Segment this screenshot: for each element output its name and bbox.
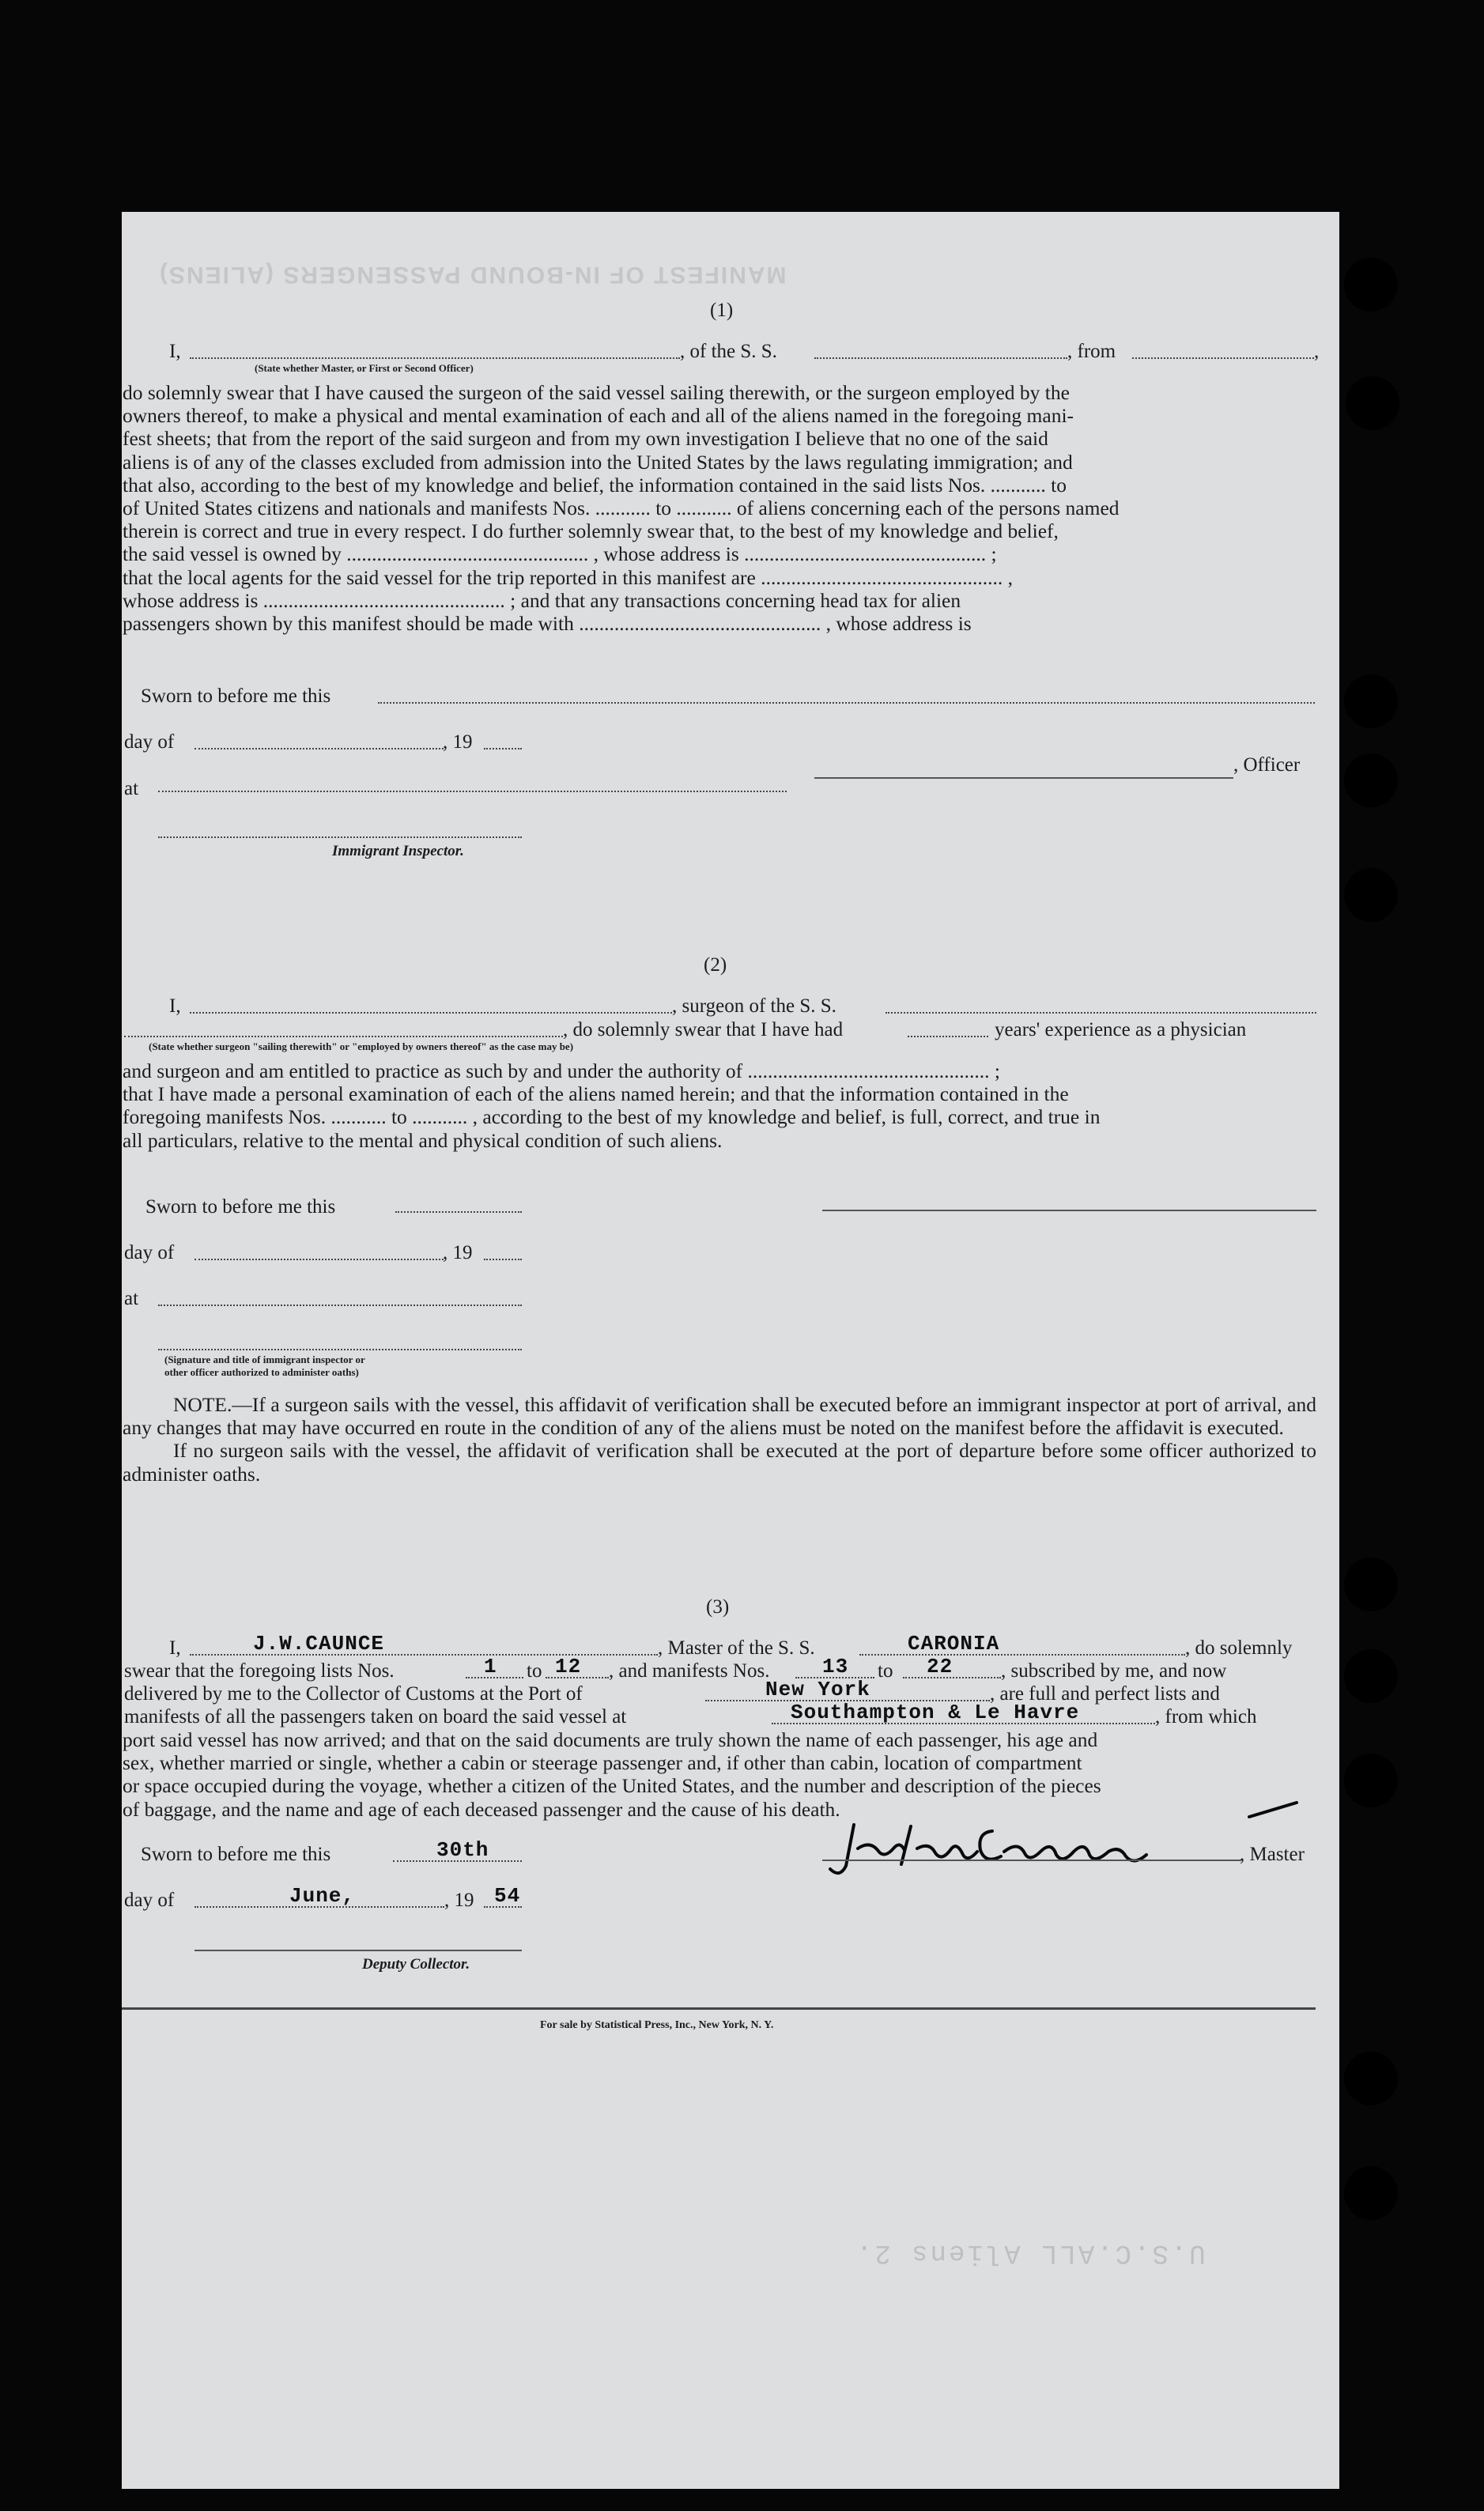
- sec1-at: at: [124, 778, 139, 799]
- sec1-from-field: [1132, 357, 1314, 359]
- punch-hole: [1344, 1754, 1398, 1807]
- sec3-line: sex, whether married or single, whether a cabin or steerage passenger and, if other than cabin, location of compartment: [123, 1751, 1082, 1775]
- sec3-man-from: 13: [822, 1655, 849, 1678]
- sec2-sig-caption-1: (Signature and title of immigrant inspector or: [164, 1354, 365, 1365]
- sec3-line: port said vessel has now arrived; and that on the said documents are truly shown the name of each passenger, his age and: [123, 1728, 1098, 1751]
- sec1-from: , from: [1067, 341, 1116, 362]
- sec3-sworn-label: Sworn to before me this: [141, 1844, 331, 1865]
- sec3-signature-line: [822, 1860, 1241, 1861]
- footer-rule: [122, 2007, 1316, 2010]
- note-text: [123, 1393, 1316, 1486]
- sec1-officer-field: [190, 357, 680, 359]
- sec1-at-field: [158, 791, 787, 792]
- sec1-day-field: [194, 748, 444, 750]
- punch-hole: [1344, 868, 1398, 922]
- sec3-list-to: 12: [555, 1655, 582, 1678]
- sec1-line: fest sheets; that from the report of the said surgeon and from my own investigation I believe that no one of the said: [123, 427, 1048, 451]
- sec1-of-ss: , of the S. S.: [680, 341, 777, 362]
- sec1-line: do solemnly swear that I have caused the surgeon of the said vessel sailing therewith, or the surgeon employed by the: [123, 381, 1070, 404]
- sec2-year: , 19: [443, 1242, 473, 1263]
- sec2-i: I,: [169, 995, 181, 1017]
- sec3-port: New York: [765, 1678, 870, 1701]
- sec3-do-solemnly: , do solemnly: [1185, 1637, 1293, 1659]
- sec2-years-field: [908, 1036, 988, 1037]
- sec3-deputy-line: [194, 1950, 522, 1951]
- note-paragraph-1: NOTE.—If a surgeon sails with the vessel, this affidavit of verification shall be executed before an immigrant inspector at port of arrival, and any changes that may have occurred en route in the condition of any of the aliens must be noted on the manifest before the affidavit is executed.: [123, 1393, 1316, 1440]
- note-paragraph-2: If no surgeon sails with the vessel, the affidavit of verification shall be executed at the port of departure before some officer authorized to administer oaths.: [123, 1439, 1316, 1486]
- sec1-year: , 19: [443, 731, 473, 753]
- master-signature: [822, 1793, 1312, 1880]
- sec1-vessel-field: [814, 357, 1067, 359]
- sec2-vessel-field: [885, 1012, 1316, 1014]
- sec1-line: whose address is ................................................ ; and that any transactions concerning head tax for alien: [123, 588, 961, 612]
- sec3-lists-label: swear that the foregoing lists Nos.: [124, 1660, 395, 1682]
- sec3-full-perfect: , are full and perfect lists and: [990, 1683, 1220, 1705]
- sec2-year-field: [484, 1259, 522, 1260]
- sec3-month: June,: [289, 1884, 356, 1908]
- sec3-subscribed: , subscribed by me, and now: [1001, 1660, 1227, 1682]
- sec3-to-2: to: [878, 1660, 893, 1682]
- punch-hole: [1344, 674, 1398, 728]
- sec3-i: I,: [169, 1637, 181, 1659]
- sec1-day-of: day of: [124, 731, 175, 753]
- sec1-officer-caption: (State whether Master, or First or Second Officer): [255, 362, 474, 374]
- sec1-line: the said vessel is owned by ................................................ , whose address is ................................................ ;: [123, 542, 997, 566]
- sec3-manifests-label: , and manifests Nos.: [609, 1660, 770, 1682]
- sec2-line: and surgeon and am entitled to practice as such by and under the authority of ................................................ ;: [123, 1059, 1000, 1082]
- sec1-line: that the local agents for the said vessel for the trip reported in this manifest are ................................................ ,: [123, 565, 1013, 589]
- sec2-at-field: [158, 1305, 522, 1306]
- sec2-sig-caption-2: other officer authorized to administer oaths): [164, 1366, 359, 1378]
- punch-hole: [1344, 2052, 1398, 2105]
- punch-hole: [1344, 1649, 1398, 1703]
- sec3-year-suffix: 54: [494, 1884, 521, 1908]
- sec3-master-of: , Master of the S. S.: [658, 1637, 815, 1659]
- sec1-officer-signature-line: [814, 777, 1233, 779]
- sec3-from-which: , from which: [1155, 1706, 1257, 1727]
- sec3-line: or space occupied during the voyage, whether a citizen of the United States, and the number and description of the pieces: [123, 1774, 1101, 1798]
- sec2-signature-line: [822, 1210, 1316, 1211]
- sec2-day-field: [194, 1259, 444, 1260]
- sec2-affidavit-text: [123, 1059, 1316, 1152]
- sec1-inspector-caption: Immigrant Inspector.: [332, 843, 464, 859]
- sec1-sworn-label: Sworn to before me this: [141, 685, 331, 707]
- sec1-i: I,: [169, 341, 181, 362]
- punch-hole: [1344, 2166, 1398, 2220]
- sec1-line: passengers shown by this manifest should be made with ................................................ , whose address is: [123, 612, 972, 636]
- sec2-at: at: [124, 1288, 139, 1309]
- punch-hole: [1344, 753, 1398, 807]
- sec1-line: of United States citizens and nationals and manifests Nos. ........... to ........... of aliens concerning each of the persons named: [123, 497, 1120, 520]
- sec2-line: all particulars, relative to the mental and physical condition of such aliens.: [123, 1128, 723, 1152]
- bleed-through-header: MANIFEST OF IN-BOUND PASSENGERS (ALIENS): [158, 262, 787, 288]
- section-1-number: (1): [710, 300, 734, 321]
- sec3-sworn-day: 30th: [436, 1838, 489, 1862]
- sec2-sworn-label: Sworn to before me this: [145, 1196, 336, 1218]
- sec3-list-from: 1: [484, 1655, 497, 1678]
- sec3-year: , 19: [444, 1890, 474, 1911]
- punch-hole: [1346, 376, 1399, 430]
- sec1-line: aliens is of any of the classes excluded from admission into the United States by the laws regulating immigration; and: [123, 450, 1073, 474]
- bleed-through-footer: U.S.C.ALL Aliens 2.: [854, 2237, 1206, 2267]
- sec3-vessel-name: CARONIA: [908, 1632, 1000, 1656]
- sec2-line: that I have made a personal examination of each of the aliens named herein; and that the information contained in the: [123, 1082, 1069, 1106]
- sec1-line: owners thereof, to make a physical and mental examination of each and all of the aliens named in the foregoing mani-: [123, 404, 1074, 428]
- punch-hole: [1344, 258, 1398, 312]
- sec2-years-label: years' experience as a physician: [995, 1019, 1247, 1040]
- section-2-number: (2): [704, 954, 727, 976]
- sec1-line: therein is correct and true in every respect. I do further solemnly swear that, to the best of my knowledge and belief,: [123, 519, 1059, 543]
- sec3-departure: Southampton & Le Havre: [791, 1701, 1080, 1724]
- sec3-to: to: [527, 1660, 542, 1682]
- sec2-capacity-field: [124, 1036, 563, 1037]
- sec1-affidavit-text: [123, 381, 1316, 635]
- sec2-sworn-field: [395, 1211, 522, 1213]
- sec3-port-label: delivered by me to the Collector of Customs at the Port of: [124, 1683, 583, 1705]
- sec2-capacity-caption: (State whether surgeon "sailing therewith" or "employed by owners thereof" as the case may be): [149, 1040, 574, 1052]
- sec3-master-label: , Master: [1240, 1844, 1305, 1865]
- sec3-day-of: day of: [124, 1890, 175, 1911]
- sec3-man-to: 22: [927, 1655, 953, 1678]
- punch-hole: [1344, 1558, 1398, 1611]
- sec3-deputy-caption: Deputy Collector.: [362, 1956, 470, 1973]
- sec2-inspector-line: [158, 1349, 522, 1350]
- footer-imprint: For sale by Statistical Press, Inc., New York, N. Y.: [540, 2019, 774, 2031]
- sec1-year-field: [484, 748, 522, 750]
- sec2-day-of: day of: [124, 1242, 175, 1263]
- sec3-master-name: J.W.CAUNCE: [253, 1632, 385, 1656]
- sec1-inspector-line: [158, 836, 522, 838]
- sec2-surgeon-of: , surgeon of the S. S.: [672, 995, 836, 1017]
- sec2-name-field: [190, 1012, 672, 1014]
- sec2-line: foregoing manifests Nos. ........... to ........... , according to the best of my knowledge and belief, is full, correct, and true in: [123, 1105, 1101, 1129]
- sec2-swear: , do solemnly swear that I have had: [563, 1019, 844, 1040]
- section-3-number: (3): [706, 1596, 730, 1618]
- sec3-departure-label: manifests of all the passengers taken on board the said vessel at: [124, 1706, 627, 1727]
- sec3-line: of baggage, and the name and age of each deceased passenger and the cause of his death.: [123, 1797, 840, 1821]
- sec1-officer-label: , Officer: [1233, 754, 1301, 776]
- sec1-line: that also, according to the best of my knowledge and belief, the information contained in the said lists Nos. ........... to: [123, 473, 1067, 497]
- sec1-sworn-field: [378, 702, 1315, 704]
